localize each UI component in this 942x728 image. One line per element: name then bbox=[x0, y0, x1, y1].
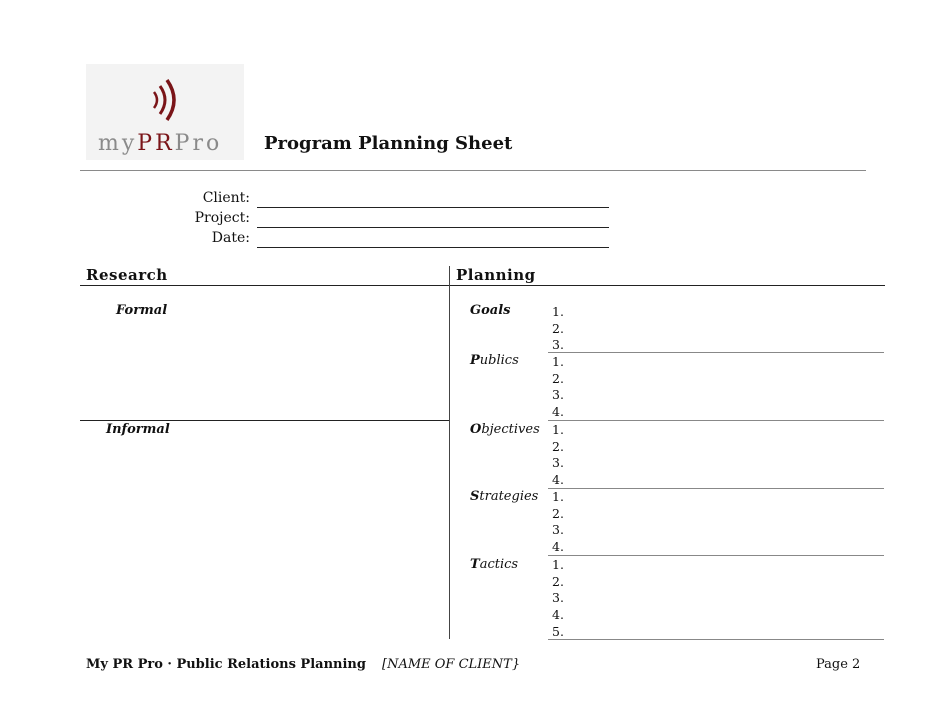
strategies-label bbox=[470, 489, 538, 504]
strategies-item: 2. bbox=[552, 505, 564, 521]
formal-label: Formal bbox=[116, 303, 168, 318]
section-divider bbox=[80, 285, 885, 286]
column-divider bbox=[449, 266, 450, 639]
goals-item: 3. bbox=[552, 337, 564, 353]
tactics-label bbox=[470, 557, 518, 572]
project-label: Project: bbox=[194, 210, 250, 226]
publics-item: 3. bbox=[552, 387, 564, 403]
tactics-item: 3. bbox=[552, 590, 564, 606]
objectives-label-first: O bbox=[470, 422, 482, 437]
publics-divider bbox=[548, 420, 884, 421]
publics-item: 4. bbox=[552, 404, 564, 420]
tactics-item: 1. bbox=[552, 557, 564, 572]
planning-heading: Planning bbox=[456, 266, 536, 284]
objectives-label-rest: bjectives bbox=[481, 422, 540, 437]
project-line bbox=[257, 227, 609, 228]
tactics-divider bbox=[548, 639, 884, 640]
research-heading: Research bbox=[86, 266, 168, 284]
tactics-label-first: T bbox=[470, 557, 480, 572]
page-title: Program Planning Sheet bbox=[264, 133, 513, 154]
strategies-divider bbox=[548, 555, 884, 556]
tactics-item: 4. bbox=[552, 607, 564, 623]
publics-item: 2. bbox=[552, 370, 564, 386]
formal-divider bbox=[80, 420, 449, 421]
footer-client-name: [NAME OF CLIENT} bbox=[382, 657, 521, 672]
tactics-item: 2. bbox=[552, 573, 564, 589]
title-divider bbox=[80, 170, 866, 171]
objectives-divider bbox=[548, 488, 884, 489]
objectives-label bbox=[470, 422, 540, 437]
goals-divider bbox=[548, 352, 884, 353]
logo-text-pro: Pro bbox=[174, 131, 223, 156]
client-line bbox=[257, 207, 609, 208]
objectives-item: 2. bbox=[552, 438, 564, 454]
objectives-item: 1. bbox=[552, 422, 564, 437]
publics-label bbox=[470, 353, 519, 368]
logo-text bbox=[98, 131, 222, 156]
tactics-label-rest: actics bbox=[479, 557, 519, 572]
informal-label: Informal bbox=[106, 422, 170, 437]
goals-item: 1. bbox=[552, 304, 564, 319]
strategies-label-rest: trategies bbox=[479, 489, 539, 504]
strategies-label-first: S bbox=[470, 489, 480, 504]
publics-item: 1. bbox=[552, 354, 564, 369]
logo-text-my: my bbox=[98, 131, 138, 156]
goals-label bbox=[470, 303, 510, 318]
date-line bbox=[257, 247, 609, 248]
objectives-item: 4. bbox=[552, 472, 564, 488]
strategies-item: 3. bbox=[552, 522, 564, 538]
logo-arcs-icon bbox=[140, 70, 190, 130]
goals-label-rest: Goals bbox=[470, 303, 511, 318]
strategies-item: 1. bbox=[552, 489, 564, 504]
objectives-item: 3. bbox=[552, 455, 564, 471]
tactics-item: 5. bbox=[552, 623, 564, 639]
footer-page-number: Page 2 bbox=[816, 657, 861, 672]
date-label: Date: bbox=[211, 230, 250, 246]
footer-title: My PR Pro · Public Relations Planning bbox=[86, 657, 366, 672]
strategies-item: 4. bbox=[552, 539, 564, 555]
logo-text-pr: PR bbox=[137, 131, 175, 156]
publics-label-first: P bbox=[470, 353, 480, 368]
goals-item: 2. bbox=[552, 320, 564, 336]
publics-label-rest: ublics bbox=[479, 353, 519, 368]
client-label: Client: bbox=[202, 190, 250, 206]
